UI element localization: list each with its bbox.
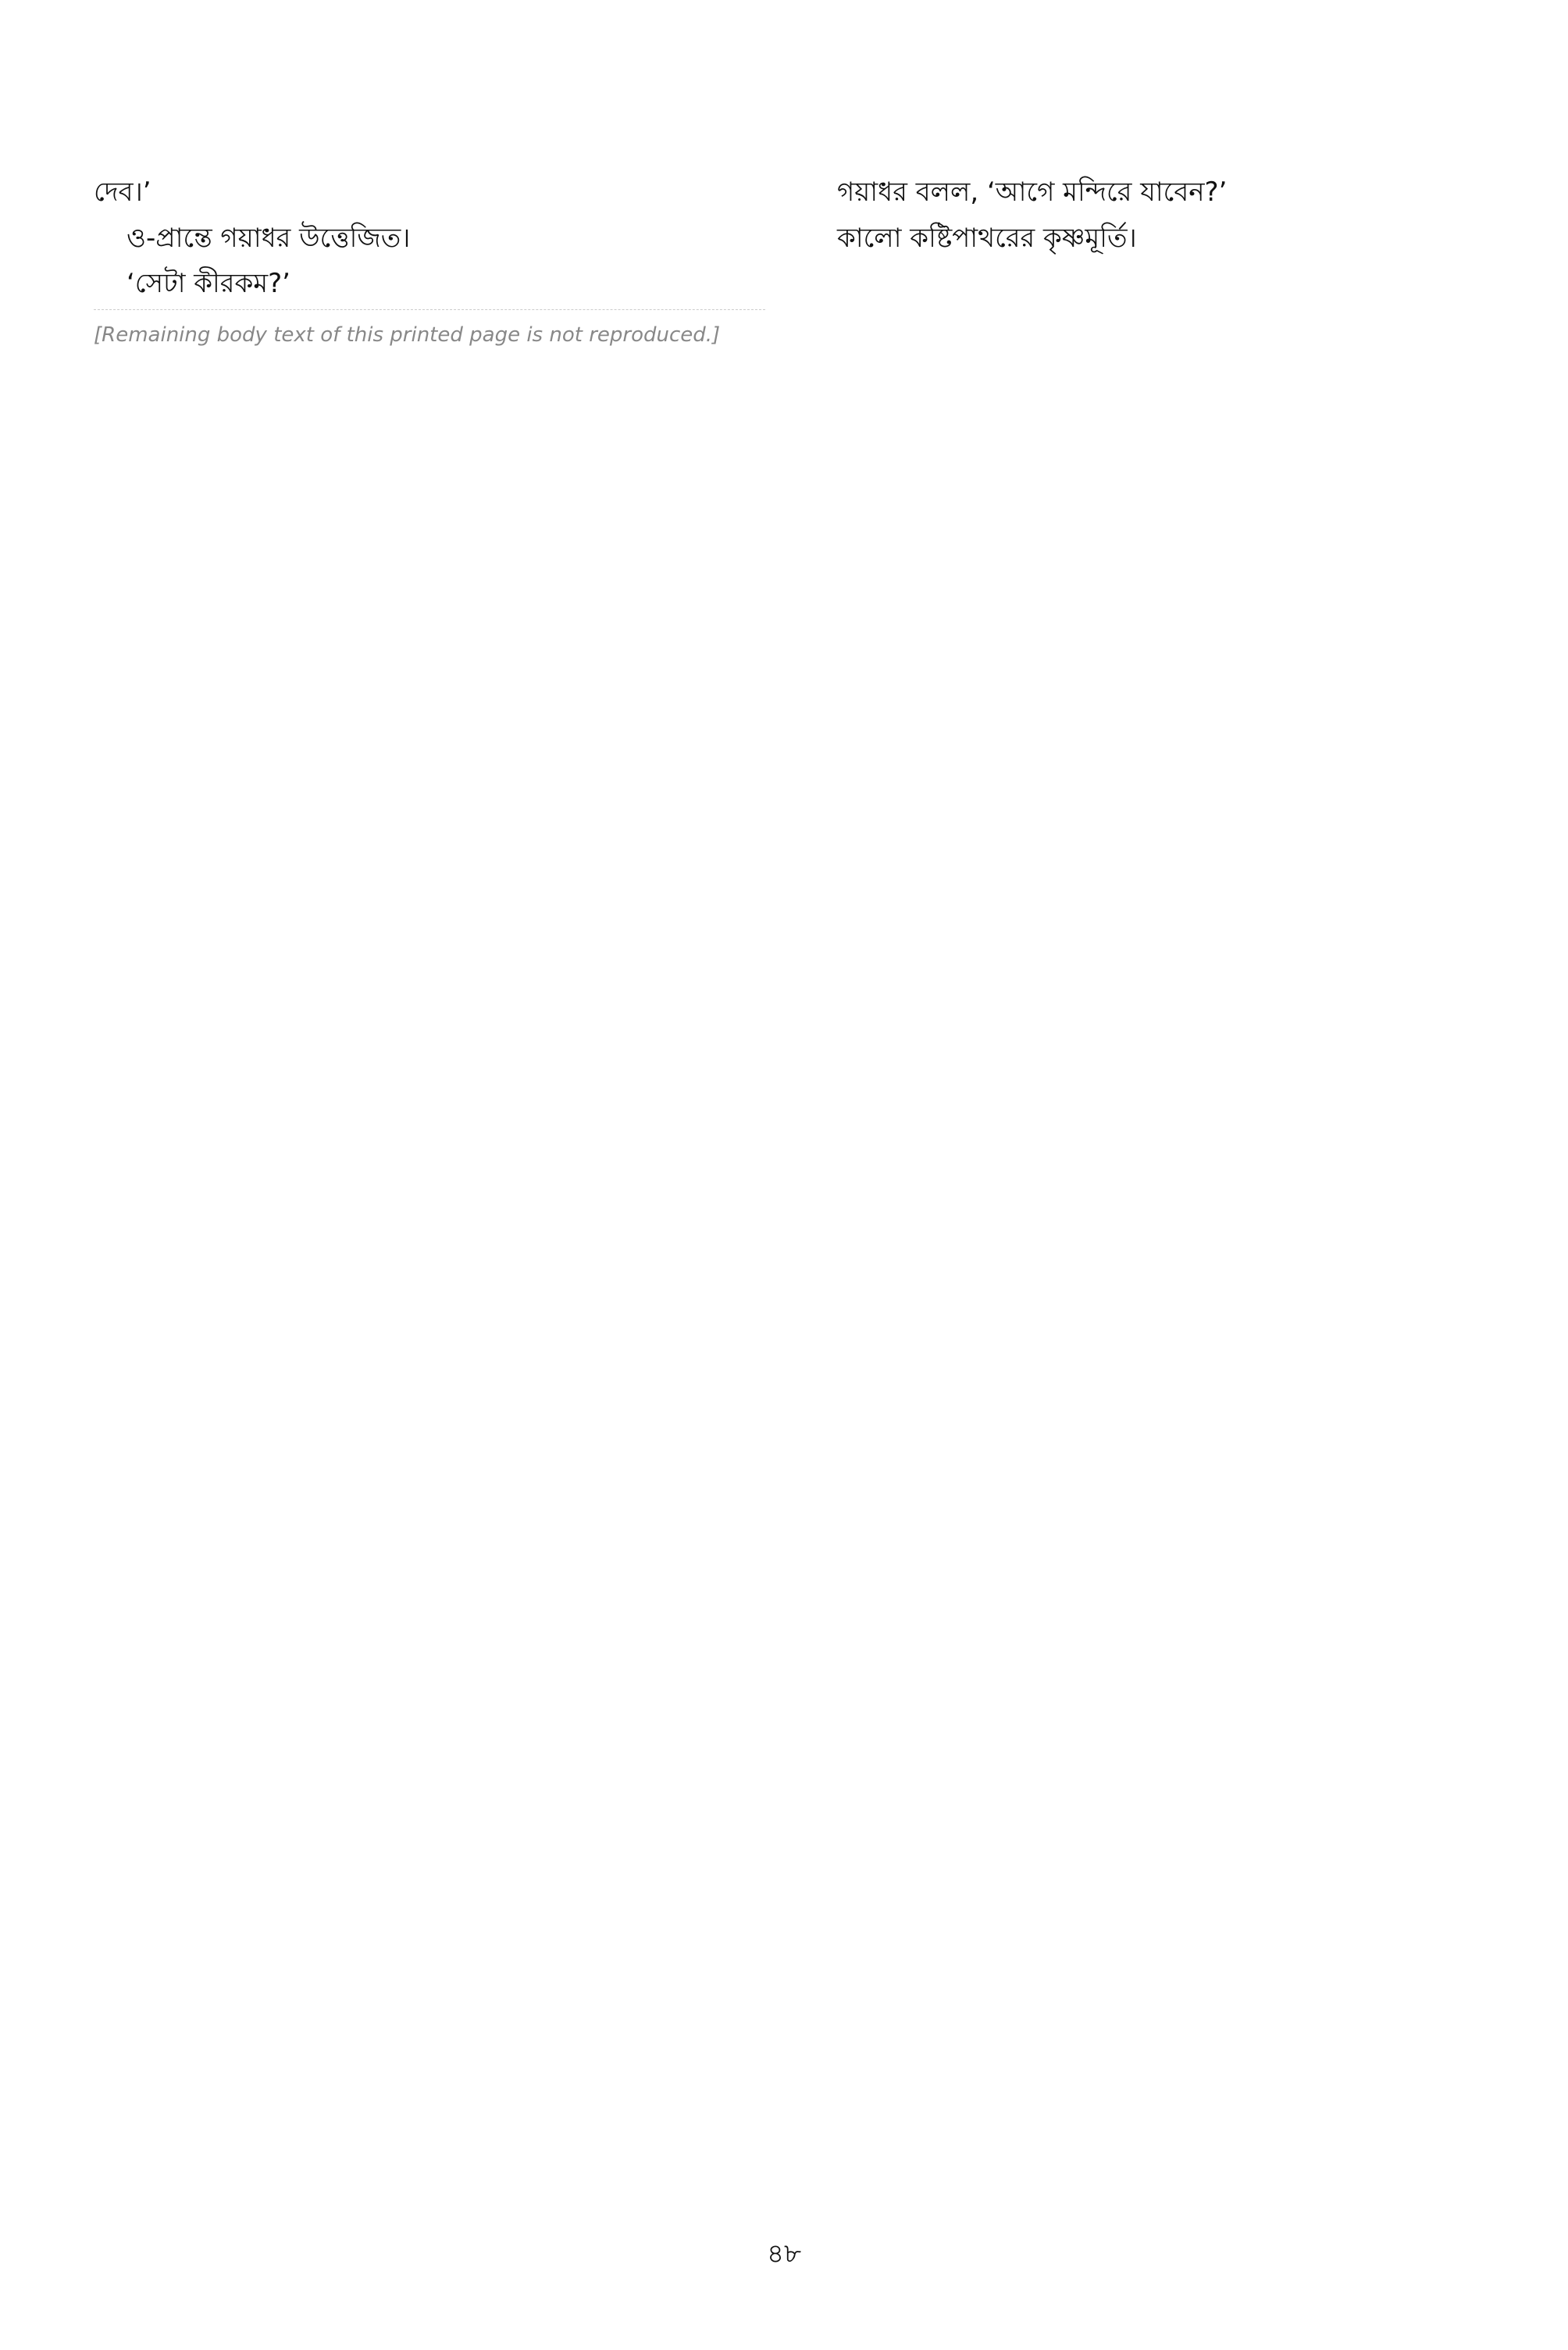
omission-notice: [Remaining body text of this printed page is not reproduced.] — [94, 309, 765, 351]
page-number: ৪৮ — [766, 2238, 802, 2270]
paragraph: দেব।’ — [94, 177, 151, 208]
paragraph: ‘সেটা কীরকম?’ — [127, 268, 290, 300]
paragraph: কালো কষ্টিপাথরের কৃষ্ণমূর্তি। — [837, 222, 1137, 254]
right-text-column — [804, 172, 1476, 2202]
paragraph: গয়াধর বলল, ‘আগে মন্দিরে যাবেন?’ — [837, 177, 1228, 208]
paragraph: ও-প্রান্তে গয়াধর উত্তেজিত। — [127, 222, 411, 254]
left-text-column — [94, 172, 765, 2202]
